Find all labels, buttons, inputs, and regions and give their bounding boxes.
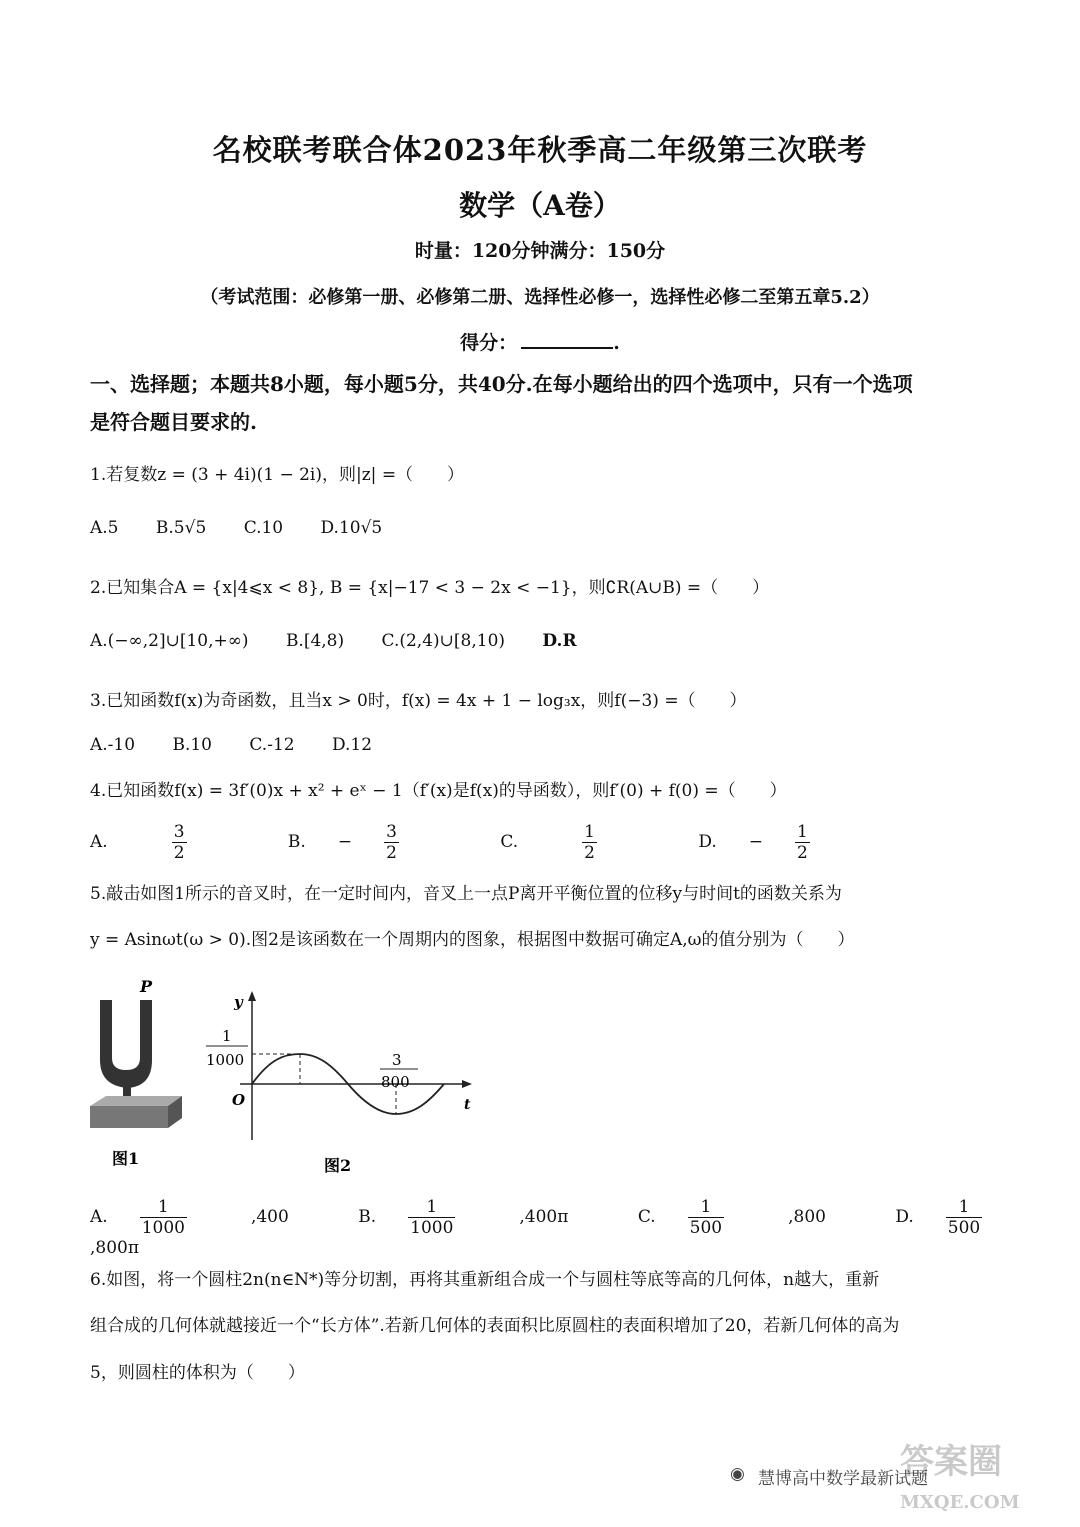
fraction — [384, 822, 431, 863]
option-sign: − — [337, 832, 353, 852]
fraction-numerator: 3 — [173, 822, 185, 842]
option-tail: ,400π — [519, 1207, 569, 1227]
section-heading-line2: 是符合题目要求的. — [90, 410, 257, 434]
fraction-numerator: 1 — [688, 1197, 724, 1218]
option-a[interactable]: A.(−∞,2]∪[10,+∞) — [90, 631, 249, 651]
question-3-options — [90, 735, 404, 755]
option-a[interactable] — [90, 1197, 321, 1238]
fraction — [408, 1197, 487, 1238]
option-prefix: B. — [287, 832, 306, 852]
option-b[interactable]: B.10 — [172, 735, 212, 755]
option-prefix: A. — [90, 1207, 108, 1227]
option-tail: ,800 — [788, 1207, 826, 1227]
page-title: 名校联考联合体2023年秋季高二年级第三次联考 — [212, 133, 868, 167]
option-tail: ,800π — [90, 1238, 140, 1258]
question-4-options — [90, 822, 906, 863]
option-sign: − — [748, 832, 764, 852]
fork-tines — [100, 1000, 152, 1088]
sine-graph-figure — [200, 985, 480, 1180]
wechat-icon: ◉ — [730, 1464, 745, 1484]
fig2-caption: 图2 — [324, 1156, 352, 1175]
amplitude-denominator: 1000 — [206, 1051, 245, 1069]
score-label: 得分： — [460, 332, 518, 354]
watermark-logo: 答案圈 — [900, 1442, 1002, 1482]
amplitude-numerator: 1 — [222, 1027, 232, 1045]
fraction — [140, 1197, 219, 1238]
watermark — [730, 1434, 1070, 1514]
option-c[interactable] — [637, 1197, 858, 1238]
period-numerator: 3 — [392, 1051, 402, 1069]
question-1-options — [90, 518, 414, 538]
tuning-fork-figure — [86, 978, 196, 1178]
score-tail: . — [613, 332, 620, 354]
fraction-numerator: 1 — [408, 1197, 455, 1218]
option-prefix: C. — [637, 1207, 656, 1227]
origin-label: O — [232, 1091, 246, 1109]
score-line — [0, 328, 1080, 355]
option-b[interactable] — [287, 822, 463, 863]
option-prefix: C. — [500, 832, 519, 852]
option-a[interactable]: A.-10 — [90, 735, 136, 755]
fraction-numerator: 1 — [946, 1197, 982, 1218]
option-prefix: D. — [698, 832, 717, 852]
question-5-stem-line1: 5.敲击如图1所示的音叉时，在一定时间内，音叉上一点P离开平衡位置的位移y与时间t的函数关系为 — [90, 884, 842, 904]
question-5-stem-line2: y = Asinωt(ω > 0).图2是该函数在一个周期内的图象，根据图中数据可确定A,ω的值分别为（ ） — [90, 930, 855, 950]
option-c[interactable] — [500, 822, 661, 863]
option-b[interactable]: B.[4,8) — [285, 631, 345, 651]
fraction-denominator: 2 — [173, 843, 185, 863]
question-6-line2: 组合成的几何体就越接近一个“长方体”.若新几何体的表面积比原圆柱的表面积增加了20，若新几何体的高为 — [90, 1316, 900, 1336]
option-d[interactable]: D.R — [542, 631, 577, 651]
fraction — [946, 1197, 1014, 1238]
t-axis-label: t — [464, 1097, 471, 1113]
fig1-caption: 图1 — [112, 1149, 140, 1168]
exam-scope: （考试范围：必修第一册、必修第二册、选择性必修一，选择性必修二至第五章5.2） — [200, 287, 880, 308]
option-d[interactable]: D.12 — [332, 735, 373, 755]
question-6-line3: 5，则圆柱的体积为（ ） — [90, 1363, 305, 1383]
fraction — [688, 1197, 756, 1238]
option-c[interactable]: C.10 — [243, 518, 284, 538]
section-heading-line1: 一、选择题；本题共8小题，每小题5分，共40分.在每小题给出的四个选项中，只有一个选项 — [90, 372, 913, 396]
option-prefix: B. — [358, 1207, 377, 1227]
option-tail: ,400 — [250, 1207, 289, 1227]
question-6-line1: 6.如图，将一个圆柱2n(n∈N*)等分切割，再将其重新组合成一个与圆柱等底等高的几何体，n越大，重新 — [90, 1270, 880, 1290]
fraction-denominator: 500 — [689, 1218, 723, 1238]
fraction-denominator: 1000 — [410, 1218, 454, 1238]
option-a[interactable] — [90, 822, 251, 863]
option-prefix: A. — [90, 832, 108, 852]
y-axis-label: y — [234, 993, 243, 1011]
fraction-denominator: 2 — [386, 843, 397, 863]
fraction-numerator: 1 — [797, 822, 808, 842]
question-1-stem: 1.若复数z = (3 + 4i)(1 − 2i)，则|z| =（ ） — [90, 465, 465, 485]
option-a[interactable]: A.5 — [90, 518, 119, 538]
watermark-account: 慧博高中数学最新试题 — [758, 1469, 928, 1489]
fraction-numerator: 3 — [386, 822, 397, 842]
question-3-stem: 3.已知函数f(x)为奇函数，且当x > 0时，f(x) = 4x + 1 − log₃x，则f(−3) =（ ） — [90, 691, 747, 711]
fork-base-top — [90, 1106, 168, 1128]
fraction — [795, 822, 842, 863]
option-c[interactable]: C.(2,4)∪[8,10) — [381, 631, 506, 651]
score-blank — [521, 329, 613, 349]
option-b[interactable] — [358, 1197, 600, 1238]
option-prefix: D. — [895, 1207, 914, 1227]
period-denominator: 800 — [381, 1073, 410, 1091]
question-2-options — [90, 631, 609, 651]
fraction — [172, 822, 219, 863]
option-d[interactable] — [698, 822, 874, 863]
option-b[interactable]: B.5√5 — [155, 518, 207, 538]
watermark-site: MXQE.COM — [900, 1492, 1020, 1513]
fraction-denominator: 500 — [947, 1218, 981, 1238]
page-subtitle: 数学（A卷） — [459, 189, 621, 222]
exam-meta: 时量：120分钟满分：150分 — [414, 240, 666, 262]
fraction — [582, 822, 629, 863]
question-2-stem: 2.已知集合A = {x|4⩽x < 8}, B = {x|−17 < 3 − 2x < −1}，则∁R(A∪B) =（ ） — [90, 578, 770, 598]
fraction-numerator: 1 — [584, 822, 595, 842]
section-heading — [90, 365, 1010, 441]
question-5-options — [90, 1197, 1080, 1258]
fig1-point-label: P — [140, 978, 153, 996]
fraction-denominator: 2 — [584, 843, 595, 863]
fraction-numerator: 1 — [140, 1197, 187, 1218]
option-c[interactable]: C.-12 — [249, 735, 295, 755]
fraction-denominator: 1000 — [141, 1218, 185, 1238]
question-4-stem: 4.已知函数f(x) = 3f′(0)x + x² + eˣ − 1（f′(x)是f(x)的导函数），则f′(0) + f(0) =（ ） — [90, 781, 787, 801]
option-d[interactable]: D.10√5 — [320, 518, 383, 538]
fork-base-side — [90, 1096, 182, 1106]
fraction-denominator: 2 — [797, 843, 808, 863]
